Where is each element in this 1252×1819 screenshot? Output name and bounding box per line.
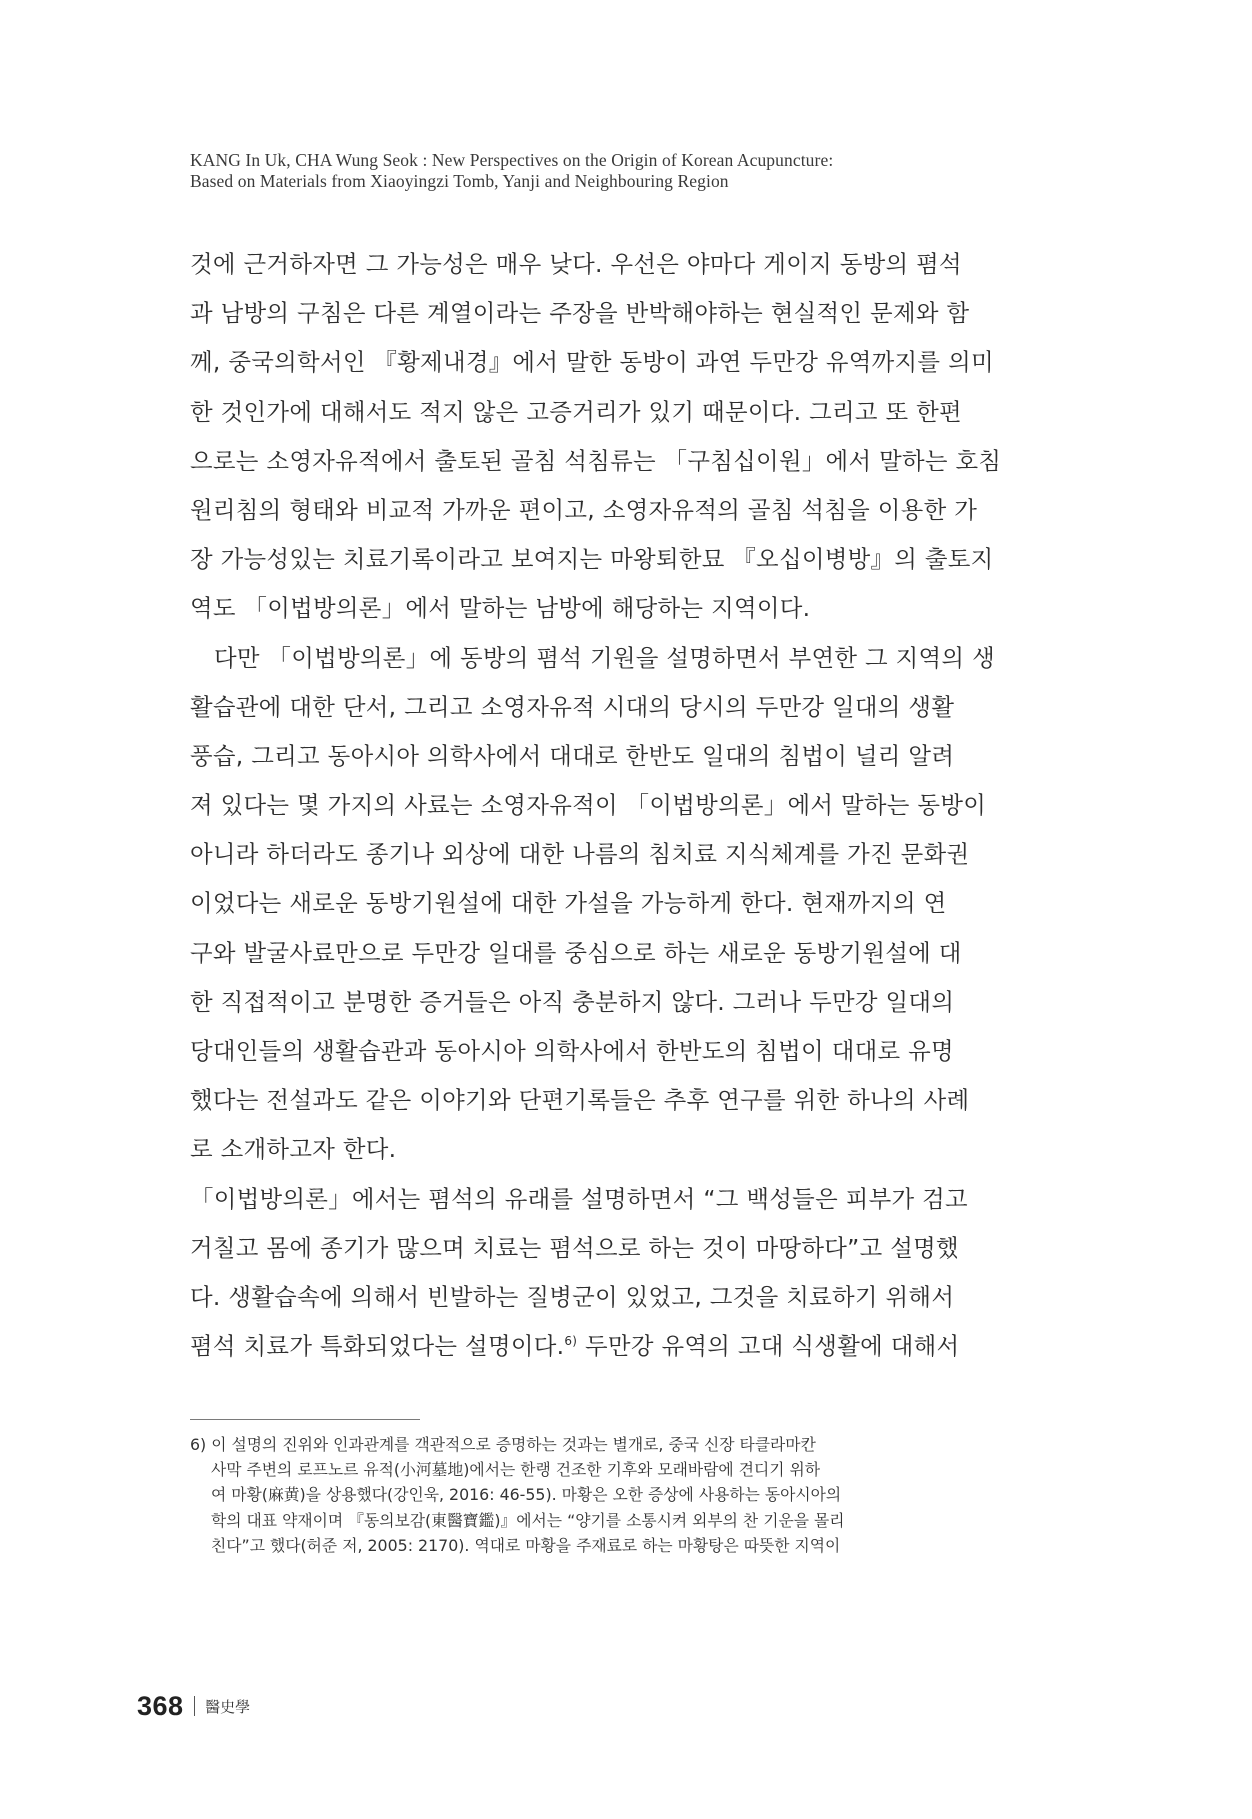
paragraph-3 xyxy=(190,1175,1062,1372)
text-line: 당대인들의 생활습관과 동아시아 의학사에서 한반도의 침법이 대대로 유명 xyxy=(190,1037,954,1065)
running-header xyxy=(190,150,1090,192)
footnote-6 xyxy=(190,1432,1070,1558)
text-run: 두만강 유역의 고대 식생활에 대해서 xyxy=(577,1332,960,1361)
text-line: 져 있다는 몇 가지의 사료는 소영자유적이 「이법방의론」에서 말하는 동방이 xyxy=(190,791,987,820)
text-line: 장 가능성있는 치료기록이라고 보여지는 마왕퇴한묘 『오십이병방』의 출토지 xyxy=(190,545,994,574)
text-line: 이었다는 새로운 동방기원설에 대한 가설을 가능하게 한다. 현재까지의 연 xyxy=(190,889,947,918)
text-line: 한 직접적이고 분명한 증거들은 아직 충분하지 않다. 그러나 두만강 일대의 xyxy=(190,987,955,1016)
text-line: 원리침의 형태와 비교적 가까운 편이고, 소영자유적의 골침 석침을 이용한 가 xyxy=(190,495,978,524)
paragraph-2 xyxy=(190,634,1062,1175)
text-line: 께, 중국의학서인 『황제내경』에서 말한 동방이 과연 두만강 유역까지를 의미 xyxy=(190,348,994,377)
running-header-line-2: Based on Materials from Xiaoyingzi Tomb, Yanji and Neighbouring Region xyxy=(190,171,729,191)
text-line: 아니라 하더라도 종기나 외상에 대한 나름의 침치료 지식체계를 가진 문화권 xyxy=(190,840,970,869)
journal-title: 醫史學 xyxy=(205,1697,251,1716)
text-line: 거칠고 몸에 종기가 많으며 치료는 폄석으로 하는 것이 마땅하다”고 설명했 xyxy=(190,1233,959,1262)
text-line: 역도 「이법방의론」에서 말하는 남방에 해당하는 지역이다. xyxy=(190,594,811,623)
text-line: 풍습, 그리고 동아시아 의학사에서 대대로 한반도 일대의 침법이 널리 알려 xyxy=(190,741,955,770)
text-line: 활습관에 대한 단서, 그리고 소영자유적 시대의 당시의 두만강 일대의 생활 xyxy=(190,692,955,721)
text-line: 「이법방의론」에서는 폄석의 유래를 설명하면서 “그 백성들은 피부가 검고 xyxy=(190,1184,968,1213)
text-line: 구와 발굴사료만으로 두만강 일대를 중심으로 하는 새로운 동방기원설에 대 xyxy=(190,938,962,967)
text-line: 로 소개하고자 한다. xyxy=(190,1135,397,1164)
text-line: 으로는 소영자유적에서 출토된 골침 석침류는 「구침십이원」에서 말하는 호침 xyxy=(190,446,1002,475)
text-line: 과 남방의 구침은 다른 계열이라는 주장을 반박해야하는 현실적인 문제와 함 xyxy=(190,299,970,328)
text-line xyxy=(190,1322,1062,1371)
footer-divider xyxy=(194,1696,196,1716)
footnote-line: 친다”고 했다(허준 저, 2005: 2170). 역대로 마황을 주재료로 하는 마황탕은 따뜻한 지역이 xyxy=(211,1535,841,1555)
paragraph-1 xyxy=(190,240,1062,634)
running-header-line-1: KANG In Uk, CHA Wung Seok : New Perspectives on the Origin of Korean Acupuncture: xyxy=(190,150,834,170)
footnote-divider xyxy=(190,1419,420,1420)
footnote-line: 사막 주변의 로프노르 유적(小河墓地)에서는 한랭 건조한 기후와 모래바람에 견디기 위하 xyxy=(211,1460,821,1480)
body-text xyxy=(190,240,1062,1371)
footnote-line: 학의 대표 약재이며 『동의보감(東醫寶鑑)』에서는 “양기를 소통시켜 외부의 찬 기운을 몰리 xyxy=(211,1510,845,1530)
footnote-reference: 6) xyxy=(564,1334,578,1349)
text-line: 했다는 전설과도 같은 이야기와 단편기록들은 추후 연구를 위한 하나의 사례 xyxy=(190,1086,970,1115)
page-number: 368 xyxy=(137,1690,184,1721)
text-line: 다만 「이법방의론」에 동방의 폄석 기원을 설명하면서 부연한 그 지역의 생 xyxy=(214,643,995,672)
text-run: 폄석 치료가 특화되었다는 설명이다. xyxy=(190,1332,565,1361)
text-line: 것에 근거하자면 그 가능성은 매우 낮다. 우선은 야마다 게이지 동방의 폄석 xyxy=(190,250,962,278)
text-line: 다. 생활습속에 의해서 빈발하는 질병군이 있었고, 그것을 치료하기 위해서 xyxy=(190,1282,955,1311)
text-line: 한 것인가에 대해서도 적지 않은 고증거리가 있기 때문이다. 그리고 또 한편 xyxy=(190,397,962,426)
footnote-line: 6) 이 설명의 진위와 인과관계를 객관적으로 증명하는 것과는 별개로, 중국 신장 타클라마칸 xyxy=(190,1435,816,1454)
page-footer xyxy=(137,1686,250,1726)
footnote-line: 여 마황(麻黄)을 상용했다(강인욱, 2016: 46-55). 마황은 오한 증상에 사용하는 동아시아의 xyxy=(211,1485,842,1505)
